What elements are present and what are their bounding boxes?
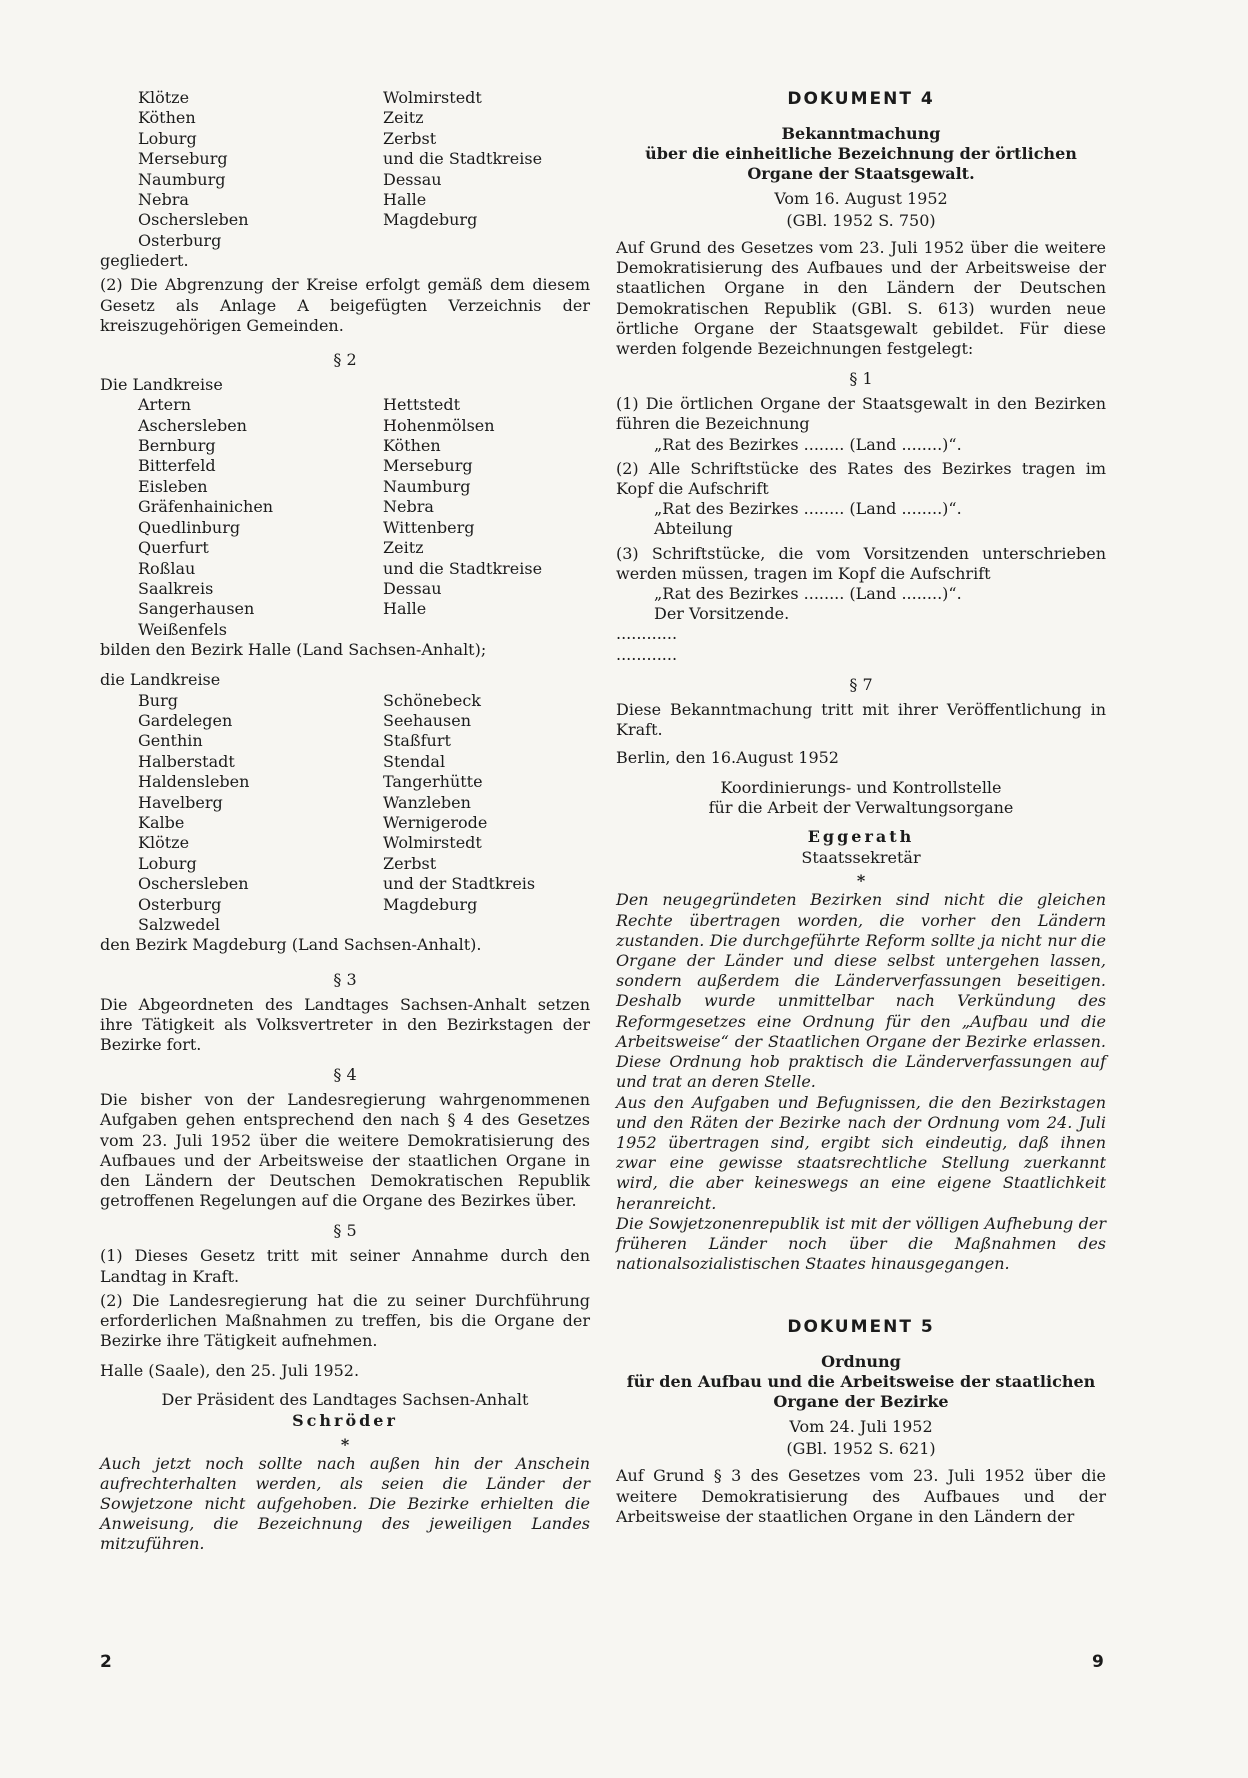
district-name: Naumburg bbox=[383, 476, 471, 496]
district-name: und der Stadtkreis bbox=[383, 874, 536, 894]
editorial-comment-right-3: Die Sowjetzonenrepublik ist mit der völligen Aufhebung der früheren Länder noch über die Maßnahmen des nationalsozialistischen Staates hinausgegangen. bbox=[616, 1213, 1106, 1274]
district-name: Schönebeck bbox=[383, 690, 481, 710]
district-name: Wanzleben bbox=[383, 792, 471, 812]
district-name: Naumburg bbox=[138, 169, 226, 189]
district-name: Wittenberg bbox=[383, 517, 475, 537]
district-name: und die Stadtkreise bbox=[383, 558, 543, 578]
district-list-magdeburg bbox=[100, 691, 590, 936]
district-name: Osterburg bbox=[138, 894, 222, 914]
district-name: Gardelegen bbox=[138, 710, 233, 730]
district-name: Salzwedel bbox=[138, 915, 221, 935]
district-name: Zeitz bbox=[383, 108, 424, 128]
district-name: Gräfenhainichen bbox=[138, 497, 274, 517]
document-5-heading: DOKUMENT 5 bbox=[787, 1317, 935, 1338]
signer-title: Staatssekretär bbox=[801, 848, 921, 868]
district-name: Sangerhausen bbox=[138, 599, 255, 619]
paragraph-r-1-1: (1) Die örtlichen Organe der Staatsgewalt in den Bezirken führen die Bezeichnung bbox=[616, 394, 1106, 434]
district-name: Klötze bbox=[138, 833, 190, 853]
district-name: Genthin bbox=[138, 731, 203, 751]
district-name: Saalkreis bbox=[138, 578, 214, 598]
president-title: Der Präsident des Landtages Sachsen-Anhalt bbox=[161, 1389, 529, 1409]
district-name: Aschersleben bbox=[138, 415, 247, 435]
district-name: Zerbst bbox=[383, 853, 437, 873]
district-name bbox=[383, 620, 628, 640]
district-name: Burg bbox=[138, 690, 178, 710]
omission-dots-2: ............ bbox=[616, 644, 678, 664]
district-name: Artern bbox=[138, 395, 192, 415]
district-name: Magdeburg bbox=[383, 894, 478, 914]
signer-eggerath: Eggerath bbox=[807, 827, 915, 847]
district-name: und die Stadtkreise bbox=[383, 149, 543, 169]
section-4-heading: § 4 bbox=[333, 1065, 357, 1085]
bezirk-halle-text: bilden den Bezirk Halle (Land Sachsen-Anhalt); bbox=[100, 640, 487, 660]
office-line-1: Koordinierungs- und Kontrollstelle bbox=[720, 778, 1002, 798]
district-name: Zerbst bbox=[383, 128, 437, 148]
district-name: Magdeburg bbox=[383, 210, 478, 230]
district-name bbox=[383, 915, 628, 935]
district-name: Hettstedt bbox=[383, 395, 461, 415]
document-4-gbl: (GBl. 1952 S. 750) bbox=[786, 211, 936, 230]
district-name: Haldensleben bbox=[138, 772, 250, 792]
district-name: Merseburg bbox=[383, 456, 473, 476]
document-4-title-1: Bekanntmachung bbox=[781, 124, 941, 143]
separator-star-right: * bbox=[856, 871, 866, 891]
office-line-2: für die Arbeit der Verwaltungsorgane bbox=[708, 798, 1014, 818]
district-name: Klötze bbox=[138, 88, 190, 107]
landkreise-label-2: die Landkreise bbox=[100, 670, 221, 690]
district-name: Kalbe bbox=[138, 812, 185, 832]
district-name: Nebra bbox=[383, 497, 434, 517]
district-name: Dessau bbox=[383, 578, 442, 598]
district-name: Eisleben bbox=[138, 476, 208, 496]
rat-des-bezirkes-2: „Rat des Bezirkes ........ (Land ........)“. bbox=[654, 499, 962, 519]
separator-star-left: * bbox=[340, 1434, 350, 1454]
paragraph-3: Die Abgeordneten des Landtages Sachsen-Anhalt setzen ihre Tätigkeit als Volksvertreter in den Bezirkstagen der Bezirke fort. bbox=[100, 994, 590, 1055]
section-3-heading: § 3 bbox=[333, 969, 357, 989]
landkreise-label-1: Die Landkreise bbox=[100, 375, 223, 395]
district-name: Halle bbox=[383, 190, 427, 210]
editorial-comment-right-2: Aus den Aufgaben und Befugnissen, die den Bezirkstagen und den Räten der Bezirke nach der Ordnung vom 24. Juli 1952 übertragen sind, ergibt sich eindeutig, daß ihnen zwar eine gewisse staatsrechtliche Stellung zuerkannt wird, die aber keineswegs an eine eigene Staatlichkeit heranreicht. bbox=[616, 1092, 1106, 1213]
document-5-date: Vom 24. Juli 1952 bbox=[789, 1417, 933, 1437]
page-number-left: 2 bbox=[100, 1652, 112, 1672]
district-name: Seehausen bbox=[383, 710, 472, 730]
editorial-comment-left: Auch jetzt noch sollte nach außen hin der Anschein aufrechterhalten werden, als seien die Länder der Sowjetzone nicht aufgehoben. Die Bezirke erhielten die Anweisung, die Bezeichnung des jeweiligen Landes mitzuführen. bbox=[100, 1453, 590, 1554]
right-page-column bbox=[616, 88, 1106, 1527]
district-name: Oschersleben bbox=[138, 874, 249, 894]
document-5-title-1: Ordnung bbox=[821, 1352, 901, 1372]
district-list-halle bbox=[100, 395, 590, 640]
district-name: Köthen bbox=[138, 108, 196, 128]
district-name: Oschersleben bbox=[138, 210, 249, 230]
district-name bbox=[383, 231, 628, 251]
district-name: Bernburg bbox=[138, 436, 216, 456]
district-name: Nebra bbox=[138, 190, 189, 210]
rat-des-bezirkes-3: „Rat des Bezirkes ........ (Land ........)“. bbox=[654, 584, 962, 604]
document-5-title-2: für den Aufbau und die Arbeitsweise der staatlichen Organe der Bezirke bbox=[626, 1372, 1096, 1412]
document-4-date: Vom 16. August 1952 bbox=[774, 189, 948, 208]
paragraph-5-1: (1) Dieses Gesetz tritt mit seiner Annahme durch den Landtag in Kraft. bbox=[100, 1246, 590, 1286]
district-name: Halle bbox=[383, 599, 427, 619]
district-name: Querfurt bbox=[138, 538, 209, 558]
document-5-intro: Auf Grund § 3 des Gesetzes vom 23. Juli 1952 über die weitere Demokratisierung des Aufbaues und der Arbeitsweise der staatlichen Organe in den Ländern der bbox=[616, 1466, 1106, 1526]
district-name: Bitterfeld bbox=[138, 456, 216, 476]
abteilung-label: Abteilung bbox=[654, 519, 733, 539]
omission-dots-1: ............ bbox=[616, 624, 678, 644]
district-name: Weißenfels bbox=[138, 619, 227, 639]
district-name: Osterburg bbox=[138, 230, 222, 250]
district-name: Quedlinburg bbox=[138, 517, 241, 537]
section-1-heading: § 1 bbox=[849, 369, 873, 389]
left-page-column bbox=[100, 88, 590, 1555]
paragraph-r-1-3: (3) Schriftstücke, die vom Vorsitzenden unterschrieben werden müssen, tragen im Kopf die Aufschrift bbox=[616, 543, 1106, 583]
bezirk-magdeburg-text: den Bezirk Magdeburg (Land Sachsen-Anhalt). bbox=[100, 935, 482, 955]
paragraph-1-2: (2) Die Abgrenzung der Kreise erfolgt gemäß dem diesem Gesetz als Anlage A beigefügten Verzeichnis der kreiszugehörigen Gemeinden. bbox=[100, 275, 590, 335]
district-name: Zeitz bbox=[383, 538, 424, 558]
district-list-1 bbox=[100, 88, 590, 251]
page-number-right: 9 bbox=[1092, 1652, 1104, 1672]
paragraph-r-1-2: (2) Alle Schriftstücke des Rates des Bezirkes tragen im Kopf die Aufschrift bbox=[616, 458, 1106, 499]
section-7-heading: § 7 bbox=[849, 674, 873, 694]
place-date-halle: Halle (Saale), den 25. Juli 1952. bbox=[100, 1361, 360, 1381]
district-name: Halberstadt bbox=[138, 751, 235, 771]
district-name: Wolmirstedt bbox=[383, 88, 482, 107]
place-date-berlin: Berlin, den 16.August 1952 bbox=[616, 748, 839, 768]
district-name: Dessau bbox=[383, 169, 442, 189]
district-name: Roßlau bbox=[138, 558, 196, 578]
paragraph-4: Die bisher von der Landesregierung wahrgenommenen Aufgaben gehen entsprechend den nach § 4 des Gesetzes vom 23. Juli 1952 über die weitere Demokratisierung des Aufbaues und der Arbeitsweise der staatlichen Organe in den Ländern der Deutschen Demokratischen Republik getroffenen Regelungen auf die Organe des Bezirkes über. bbox=[100, 1090, 590, 1211]
district-name: Loburg bbox=[138, 853, 197, 873]
paragraph-5-2: (2) Die Landesregierung hat die zu seiner Durchführung erforderlichen Maßnahmen zu treffen, bis die Organe der Bezirke ihre Tätigkeit aufnehmen. bbox=[100, 1290, 590, 1351]
paragraph-7: Diese Bekanntmachung tritt mit ihrer Veröffentlichung in Kraft. bbox=[616, 699, 1106, 740]
document-5-gbl: (GBl. 1952 S. 621) bbox=[786, 1439, 936, 1459]
district-name: Loburg bbox=[138, 128, 197, 148]
district-name: Wernigerode bbox=[383, 812, 488, 832]
district-name: Hohenmölsen bbox=[383, 415, 495, 435]
editorial-comment-right-1: Den neugegründeten Bezirken sind nicht die gleichen Rechte übertragen worden, die vorher den Ländern zustanden. Die durchgeführte Reform sollte ja nicht nur die Organe der Länder und diese selbst untergehen lassen, sondern außerdem die Länderverfassungen beseitigen. Deshalb wurde unmittelbar nach Verkündung des Reformgesetzes eine Ordnung für den „Aufbau und die Arbeitsweise“ der Staatlichen Organe der Bezirke erlassen. Diese Ordnung hob praktisch die Länderverfassungen auf und trat an deren Stelle. bbox=[616, 890, 1106, 1092]
district-name: Wolmirstedt bbox=[383, 833, 482, 853]
district-name: Havelberg bbox=[138, 792, 223, 812]
district-name: Staßfurt bbox=[383, 731, 451, 751]
district-name: Stendal bbox=[383, 751, 446, 771]
signer-schroeder: Schröder bbox=[292, 1410, 398, 1430]
document-4-heading: DOKUMENT 4 bbox=[787, 89, 935, 109]
gegliedert-text: gegliedert. bbox=[100, 251, 189, 271]
district-name: Tangerhütte bbox=[383, 772, 483, 792]
rat-des-bezirkes-1: „Rat des Bezirkes ........ (Land ........)“. bbox=[654, 434, 962, 454]
section-5-heading: § 5 bbox=[333, 1221, 357, 1241]
section-2-heading: § 2 bbox=[333, 350, 357, 370]
document-4-intro: Auf Grund des Gesetzes vom 23. Juli 1952 über die weitere Demokratisierung des Aufbaues und der Arbeitsweise der staatlichen Organe in den Ländern der Deutschen Demokratischen Republik (GBl. S. 613) wurden neue örtliche Organe der Staatsgewalt gebildet. Für diese werden folgende Bezeichnungen festgelegt: bbox=[616, 238, 1106, 359]
district-name: Merseburg bbox=[138, 149, 228, 169]
district-name: Köthen bbox=[383, 436, 441, 456]
document-4-title-2: über die einheitliche Bezeichnung der örtlichen Organe der Staatsgewalt. bbox=[645, 144, 1077, 183]
vorsitzende-label: Der Vorsitzende. bbox=[654, 604, 790, 624]
